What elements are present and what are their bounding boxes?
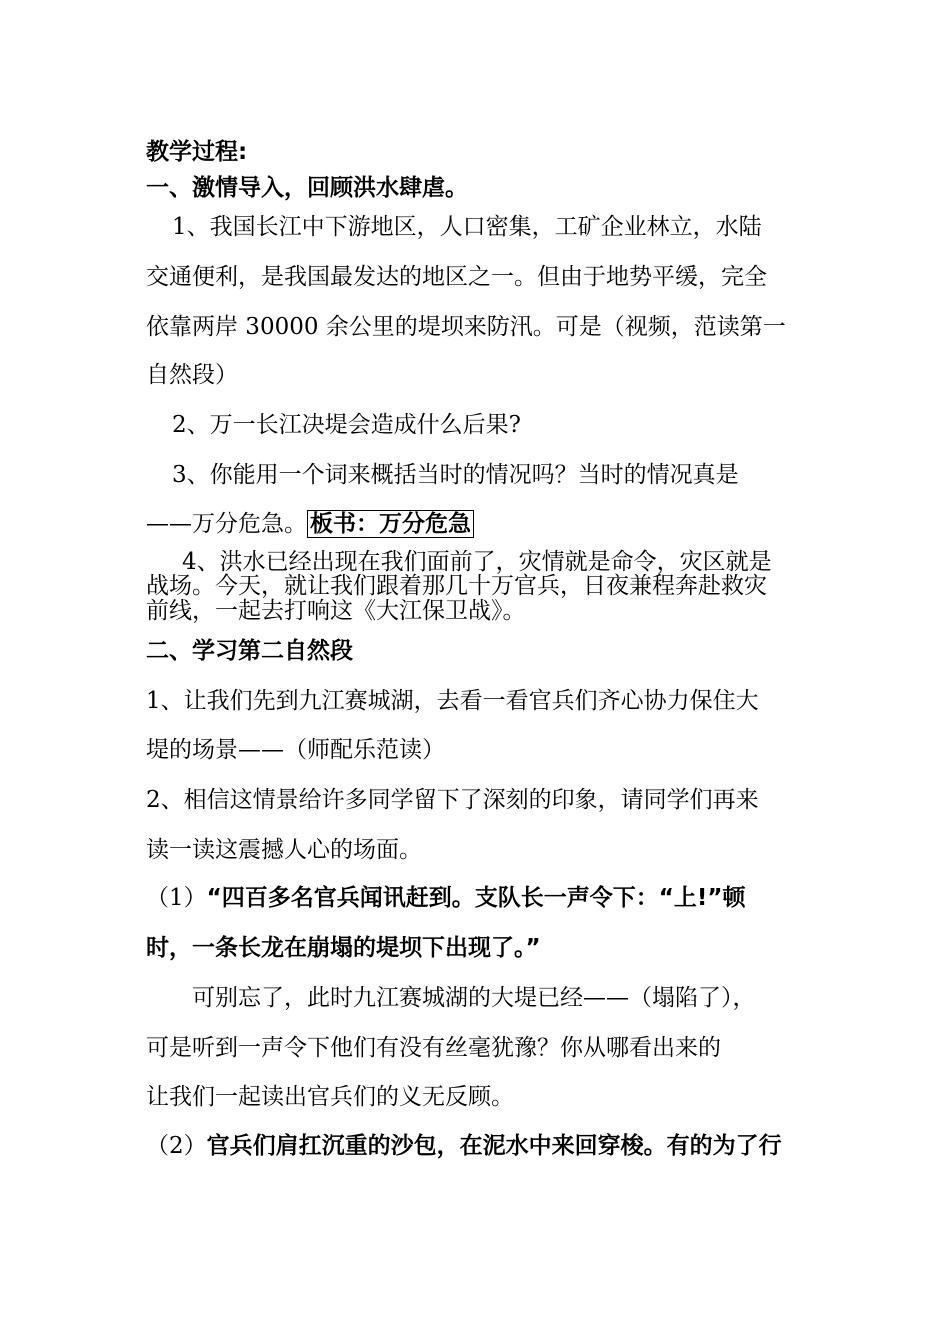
- s2-p1-line2: 堤的场景——（师配乐范读）: [146, 737, 445, 763]
- s1-p1-line3: 依靠两岸 30000 余公里的堤坝来防汛。可是（视频，范读第一: [146, 314, 786, 340]
- s2-q1-line2: 时，一条长龙在崩塌的堤坝下出现了。”: [146, 935, 541, 961]
- s2-q1-line1: [146, 883, 745, 913]
- s1-p1-line2: 交通便利，是我国最发达的地区之一。但由于地势平缓，完全: [146, 264, 767, 290]
- section1-title: 一、激情导入，回顾洪水肆虐。: [146, 175, 468, 201]
- q2-quote: 官兵们肩扛沉重的沙包，在泥水中来回穿梭。有的为了行: [206, 1133, 782, 1159]
- s1-p1-line1: 1、我国长江中下游地区，人口密集，工矿企业林立，水陆: [172, 214, 762, 240]
- s2-p2-line2: 读一读这震撼人心的场面。: [146, 837, 422, 863]
- s2-q2-line1: [146, 1131, 782, 1161]
- s1-p4-line2: 战场。今天，就让我们跟着那几十万官兵，日夜兼程奔赴救灾: [146, 573, 767, 599]
- s1-p2: 2、万一长江决堤会造成什么后果?: [172, 412, 521, 438]
- blackboard-note: 板书：万分危急: [307, 510, 474, 538]
- q2-number: （2）: [146, 1133, 207, 1159]
- s2-p2-line1: 2、相信这情景给许多同学留下了深刻的印象，请同学们再来: [146, 787, 759, 813]
- q1-number: （1）: [146, 885, 207, 911]
- s2-p3-line3: 让我们一起读出官兵们的义无反顾。: [146, 1084, 514, 1110]
- s1-p3-line1: 3、你能用一个词来概括当时的情况吗？当时的情况真是: [172, 462, 739, 488]
- s1-p3-line2: [146, 509, 474, 539]
- s2-p3-line1: 可别忘了，此时九江赛城湖的大堤已经——（塌陷了），: [192, 985, 756, 1011]
- q1-quote: “四百多名官兵闻讯赶到。支队长一声令下：“上!”顿: [206, 885, 746, 911]
- s2-p3-line2: 可是听到一声令下他们有没有丝毫犹豫？你从哪看出来的: [146, 1035, 721, 1061]
- section2-title: 二、学习第二自然段: [146, 638, 353, 664]
- s1-p4-line3: 前线，一起去打响这《大江保卫战》。: [146, 598, 526, 624]
- s1-p3-text: ——万分危急。: [146, 511, 307, 537]
- s1-p1-line4: 自然段）: [146, 362, 238, 388]
- s1-p4-line1: 4、洪水已经出现在我们面前了，灾情就是命令，灾区就是: [182, 549, 772, 575]
- s2-p1-line1: 1、让我们先到九江赛城湖，去看一看官兵们齐心协力保住大: [146, 688, 759, 714]
- heading: 教学过程:: [146, 139, 248, 165]
